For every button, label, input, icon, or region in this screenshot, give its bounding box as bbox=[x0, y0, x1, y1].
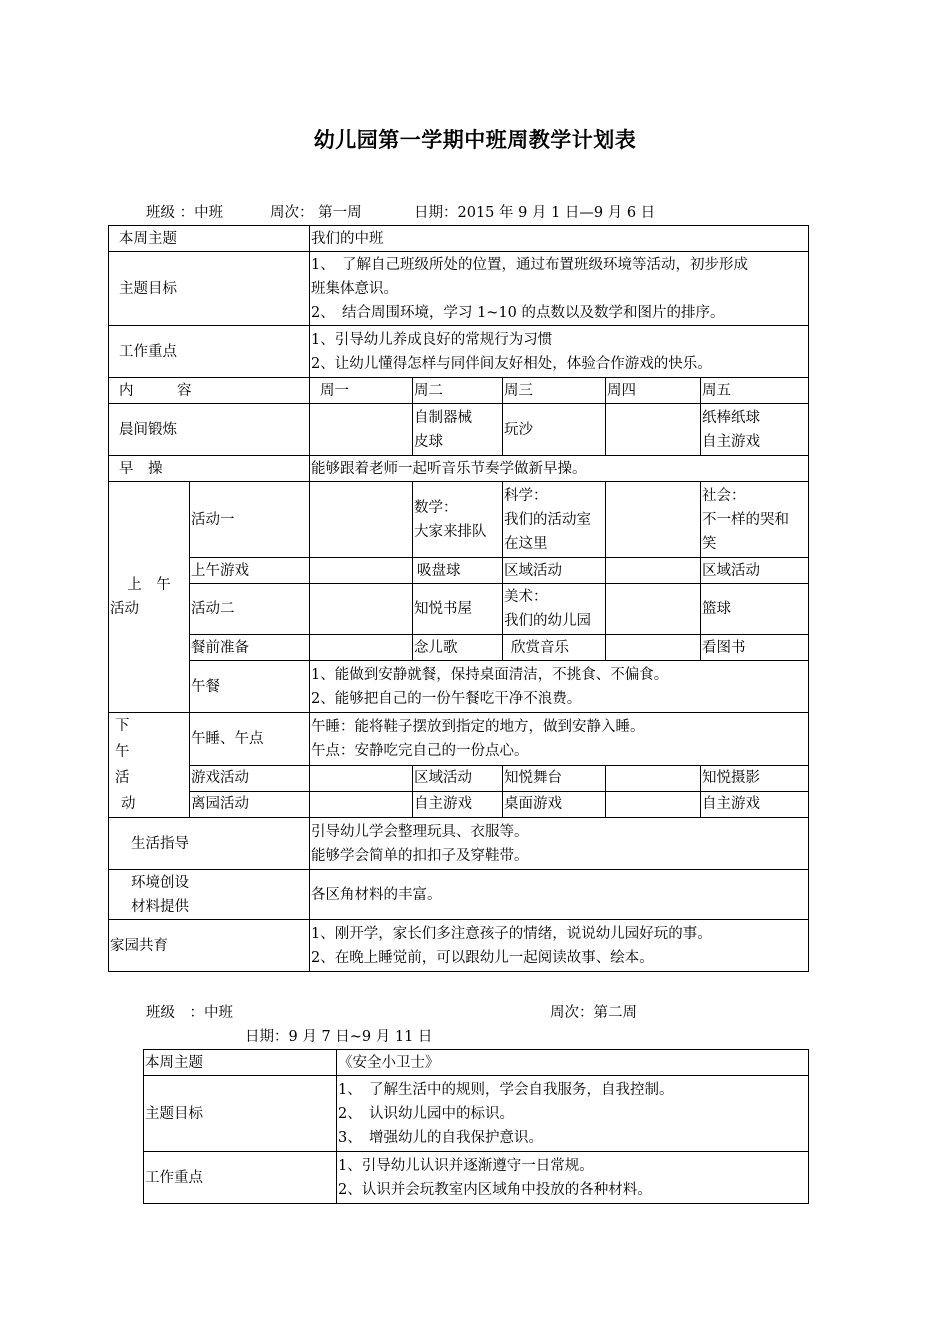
early-exercise-value: 能够跟着老师一起听音乐节奏学做新早操。 bbox=[310, 456, 809, 482]
goal-line: 班集体意识。 bbox=[311, 280, 398, 297]
morning-exercise-label: 晨间锻炼 bbox=[109, 404, 310, 456]
activity1-tue bbox=[413, 482, 503, 558]
activity2-label: 活动二 bbox=[190, 584, 310, 635]
activity2-wed bbox=[503, 584, 606, 635]
lunch-cell bbox=[310, 661, 809, 713]
cell-line: 不一样的哭和 bbox=[702, 511, 789, 528]
am-game-tue: 吸盘球 bbox=[413, 558, 503, 584]
am-game-fri: 区域活动 bbox=[701, 558, 809, 584]
week2-date-label: 日期：9 月 7 日~9 月 11 日 bbox=[245, 1029, 433, 1045]
environment-value: 各区角材料的丰富。 bbox=[310, 870, 809, 920]
morning-exercise-wed: 玩沙 bbox=[503, 404, 606, 456]
cell-line: 我们的活动室 bbox=[504, 511, 591, 528]
cell-line: 自制器械 bbox=[414, 409, 472, 426]
am-game-label: 上午游戏 bbox=[190, 558, 310, 584]
activity1-wed bbox=[503, 482, 606, 558]
theme-value: 我们的中班 bbox=[310, 226, 809, 252]
cell-line: 自主游戏 bbox=[702, 433, 760, 450]
goal-line: 2、 认识幼儿园中的标识。 bbox=[338, 1105, 514, 1122]
week2-goal-cell bbox=[337, 1076, 809, 1152]
pm-game-label: 游戏活动 bbox=[190, 765, 310, 791]
premeal-mon bbox=[310, 635, 413, 661]
life-line: 能够学会简单的扣扣子及穿鞋带。 bbox=[311, 847, 529, 864]
day-header-tue: 周二 bbox=[413, 378, 503, 404]
week2-focus-cell bbox=[337, 1152, 809, 1204]
pm-game-wed: 知悦舞台 bbox=[503, 765, 606, 791]
leave-tue: 自主游戏 bbox=[413, 791, 503, 817]
week-label: 周次： 第一周 bbox=[270, 205, 362, 221]
class-label: 班级 ：中班 bbox=[146, 205, 224, 221]
pm-game-mon bbox=[310, 765, 413, 791]
activity1-fri bbox=[701, 482, 809, 558]
activity1-mon bbox=[310, 482, 413, 558]
activity2-mon bbox=[310, 584, 413, 635]
leave-mon bbox=[310, 791, 413, 817]
focus-line: 2、让幼儿懂得怎样与同伴间友好相处，体验合作游戏的快乐。 bbox=[311, 355, 712, 372]
cell-line: 我们的幼儿园 bbox=[504, 613, 591, 629]
leave-fri: 自主游戏 bbox=[701, 791, 809, 817]
am-game-wed: 区域活动 bbox=[503, 558, 606, 584]
cell-line: 数学： bbox=[414, 499, 458, 516]
premeal-wed: 欣赏音乐 bbox=[503, 635, 606, 661]
leave-label: 离园活动 bbox=[190, 791, 310, 817]
am-game-thu bbox=[606, 558, 701, 584]
pm-game-fri: 知悦摄影 bbox=[701, 765, 809, 791]
day-header-fri: 周五 bbox=[701, 378, 809, 404]
day-header-thu: 周四 bbox=[606, 378, 701, 404]
day-header-wed: 周三 bbox=[503, 378, 606, 404]
week2-theme-label: 本周主题 bbox=[144, 1050, 337, 1076]
goal-line: 1、 了解生活中的规则，学会自我服务，自我控制。 bbox=[338, 1081, 674, 1098]
morning-exercise-fri bbox=[701, 404, 809, 456]
premeal-thu bbox=[606, 635, 701, 661]
morning-exercise-tue bbox=[413, 404, 503, 456]
pm-game-tue: 区域活动 bbox=[413, 765, 503, 791]
cell-line: 材料提供 bbox=[131, 898, 189, 915]
premeal-label: 餐前准备 bbox=[190, 635, 310, 661]
cell-line: 环境创设 bbox=[131, 874, 189, 891]
cell-line: 活 bbox=[115, 770, 130, 786]
goal-cell bbox=[310, 252, 809, 326]
day-header-mon: 周一 bbox=[310, 378, 413, 404]
focus-line: 1、引导幼儿养成良好的常规行为习惯 bbox=[311, 331, 553, 348]
morning-exercise-thu bbox=[606, 404, 701, 456]
life-guidance-label: 生活指导 bbox=[109, 818, 310, 870]
week2-class-label: 班级 ：中班 bbox=[146, 1005, 233, 1021]
date-label: 日期：2015 年 9 月 1 日—9 月 6 日 bbox=[414, 205, 656, 221]
focus-line: 2、认识并会玩教室内区域角中投放的各种材料。 bbox=[338, 1181, 652, 1198]
pm-game-thu bbox=[606, 765, 701, 791]
activity1-label: 活动一 bbox=[190, 482, 310, 558]
early-exercise-label: 早 操 bbox=[109, 456, 310, 482]
life-line: 引导幼儿学会整理玩具、衣服等。 bbox=[311, 823, 529, 840]
activity2-thu bbox=[606, 584, 701, 635]
life-guidance-cell bbox=[310, 818, 809, 870]
activity1-thu bbox=[606, 482, 701, 558]
leave-thu bbox=[606, 791, 701, 817]
cell-line: 纸棒纸球 bbox=[702, 409, 760, 426]
pm-activities-label bbox=[109, 713, 190, 818]
nap-label: 午睡、午点 bbox=[190, 713, 310, 766]
page-title: 幼儿园第一学期中班周教学计划表 bbox=[313, 127, 637, 152]
cell-line: 皮球 bbox=[414, 433, 443, 450]
leave-wed: 桌面游戏 bbox=[503, 791, 606, 817]
week2-theme-value: 《安全小卫士》 bbox=[337, 1050, 809, 1076]
cell-line: 笑 bbox=[702, 535, 717, 552]
focus-cell bbox=[310, 326, 809, 378]
week2-focus-label: 工作重点 bbox=[144, 1152, 337, 1204]
goal-label: 主题目标 bbox=[109, 252, 310, 326]
focus-label: 工作重点 bbox=[109, 326, 310, 378]
cell-line: 社会： bbox=[702, 487, 746, 504]
lunch-line: 1、能做到安静就餐，保持桌面清洁，不挑食、不偏食。 bbox=[311, 666, 669, 683]
week2-week-label: 周次：第二周 bbox=[550, 1005, 637, 1021]
cell-line: 上 午 bbox=[127, 577, 171, 593]
goal-line: 1、 了解自己班级所处的位置，通过布置班级环境等活动，初步形成 bbox=[311, 256, 748, 273]
home-line: 2、在晚上睡觉前，可以跟幼儿一起阅读故事、绘本。 bbox=[311, 949, 654, 966]
cell-line: 科学： bbox=[504, 487, 548, 504]
nap-line: 午点：安静吃完自己的一份点心。 bbox=[311, 742, 529, 759]
cell-line: 下 bbox=[115, 718, 130, 734]
lunch-label: 午餐 bbox=[190, 661, 310, 713]
nap-cell bbox=[310, 713, 809, 766]
goal-line: 3、 增强幼儿的自我保护意识。 bbox=[338, 1129, 543, 1146]
content-header: 内 容 bbox=[109, 378, 310, 404]
home-school-label: 家园共育 bbox=[109, 920, 310, 972]
cell-line: 美术： bbox=[504, 589, 548, 605]
activity2-fri: 篮球 bbox=[701, 584, 809, 635]
cell-line: 活动 bbox=[110, 601, 139, 617]
week2-goal-label: 主题目标 bbox=[144, 1076, 337, 1152]
cell-line: 午 bbox=[115, 744, 130, 760]
home-line: 1、刚开学，家长们多注意孩子的情绪，说说幼儿园好玩的事。 bbox=[311, 925, 712, 942]
premeal-fri: 看图书 bbox=[701, 635, 809, 661]
focus-line: 1、引导幼儿认识并逐渐遵守一日常规。 bbox=[338, 1157, 594, 1174]
theme-label: 本周主题 bbox=[109, 226, 310, 252]
week2-plan-table bbox=[143, 1049, 809, 1204]
nap-line: 午睡：能将鞋子摆放到指定的地方，做到安静入睡。 bbox=[311, 718, 645, 735]
cell-line: 大家来排队 bbox=[414, 523, 487, 540]
morning-exercise-mon bbox=[310, 404, 413, 456]
goal-line: 2、 结合周围环境，学习 1~10 的点数以及数学和图片的排序。 bbox=[311, 304, 725, 321]
activity2-tue: 知悦书屋 bbox=[413, 584, 503, 635]
cell-line: 在这里 bbox=[504, 535, 548, 552]
am-activities-label bbox=[109, 482, 190, 713]
week1-plan-table bbox=[108, 225, 809, 972]
home-school-cell bbox=[310, 920, 809, 972]
environment-label bbox=[109, 870, 310, 920]
premeal-tue: 念儿歌 bbox=[413, 635, 503, 661]
lunch-line: 2、能够把自己的一份午餐吃干净不浪费。 bbox=[311, 690, 582, 707]
am-game-mon bbox=[310, 558, 413, 584]
cell-line: 动 bbox=[121, 796, 136, 812]
